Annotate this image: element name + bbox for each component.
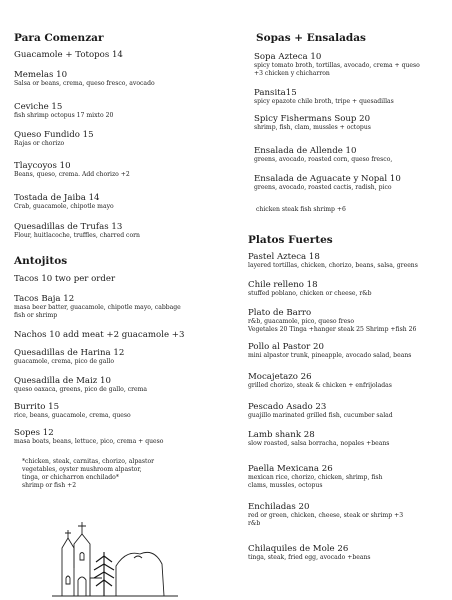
menu-item-nachos: Nachos 10 add meat +2 guacamole +3 bbox=[14, 330, 185, 340]
menu-item-memelas: Memelas 10 Salsa or beans, crema, queso fresco, avocado bbox=[14, 70, 155, 87]
menu-item-pescado-asado: Pescado Asado 23 guajillo marinated grilled fish, cucumber salad bbox=[248, 402, 393, 419]
menu-item-chilaquiles-de-mole: Chilaquiles de Mole 26 tinga, steak, fried egg, avocado +beans bbox=[248, 544, 371, 561]
church-cactus-drawing bbox=[50, 508, 180, 598]
menu-item-spicy-fishermans-soup: Spicy Fishermans Soup 20 shrimp, fish, clam, mussles + octopus bbox=[254, 114, 371, 131]
menu-item-mocajetazo: Mocajetazo 26 grilled chorizo, steak & chicken + enfrijoladas bbox=[248, 372, 392, 389]
section-title-antojitos: Antojitos bbox=[14, 255, 68, 267]
menu-item-pollo-al-pastor: Pollo al Pastor 20 mini alpastor trunk, pineapple, avocado salad, beans bbox=[248, 342, 412, 359]
menu-item-pastel-azteca: Pastel Azteca 18 layered tortillas, chicken, chorizo, beans, salsa, greens bbox=[248, 252, 418, 269]
taco-options-note: *chicken, steak, carnitas, chorizo, alpastor vegetables, oyster mushroom alpastor, tinga, or chicharron enchilado* shrimp or fish +2 bbox=[22, 458, 155, 489]
menu-item-ceviche: Ceviche 15 fish shrimp octopus 17 mixto 20 bbox=[14, 102, 114, 119]
menu-item-tlaycoyos: Tlaycoyos 10 Beans, queso, crema. Add chorizo +2 bbox=[14, 161, 130, 178]
menu-item-paella-mexicana: Paella Mexicana 26 mexican rice, chorizo, chicken, shrimp, fish clams, mussles, octopus bbox=[248, 464, 383, 489]
menu-item-ensalada-de-allende: Ensalada de Allende 10 greens, avocado, roasted corn, queso fresco, bbox=[254, 146, 393, 163]
menu-item-plato-de-barro: Plato de Barro r&b, guacamole, pico, queso freso Vegetales 20 Tinga +hanger steak 25 Shrimp +fish 26 bbox=[248, 308, 417, 333]
protein-addons: chicken steak fish shrimp +6 bbox=[256, 206, 346, 213]
menu-item-ensalada-aguacate-nopal: Ensalada de Aguacate y Nopal 10 greens, avocado, roasted cactis, radish, pico bbox=[254, 174, 401, 191]
section-title-sopas-ensaladas: Sopas + Ensaladas bbox=[256, 32, 366, 44]
section-title-para-comenzar: Para Comenzar bbox=[14, 32, 104, 44]
menu-item-tostada-de-jaiba: Tostada de Jaiba 14 Crab, guacamole, chipotle mayo bbox=[14, 193, 114, 210]
menu-item-guacamole: Guacamole + Totopos 14 bbox=[14, 50, 123, 60]
menu-item-quesadilla-de-maiz: Quesadilla de Maiz 10 queso oaxaca, greens, pico de gallo, crema bbox=[14, 376, 148, 393]
menu-item-pansita: Pansita15 spicy epazote chile broth, tripe + quesadillas bbox=[254, 88, 394, 105]
menu-item-chile-relleno: Chile relleno 18 stuffed poblano, chicken or cheese, r&b bbox=[248, 280, 372, 297]
menu-item-tacos-baja: Tacos Baja 12 masa beer batter, guacamole, chipotle mayo, cabbage fish or shrimp bbox=[14, 294, 181, 319]
section-title-platos-fuertes: Platos Fuertes bbox=[248, 234, 333, 246]
menu-item-burrito: Burrito 15 rice, beans, guacamole, crema, queso bbox=[14, 402, 131, 419]
menu-item-enchiladas: Enchiladas 20 red or green, chicken, cheese, steak or shrimp +3 r&b bbox=[248, 502, 404, 527]
menu-item-tacos: Tacos 10 two per order bbox=[14, 274, 116, 284]
menu-item-sopa-azteca: Sopa Azteca 10 spicy tomato broth, tortillas, avocado, crema + queso +3 chicken y chicharron bbox=[254, 52, 420, 77]
menu-item-quesadillas-de-trufas: Quesadillas de Trufas 13 Flour, huitlacoche, truffles, charred corn bbox=[14, 222, 140, 239]
menu-item-queso-fundido: Queso Fundido 15 Rajas or chorizo bbox=[14, 130, 94, 147]
menu-item-quesadillas-de-harina: Quesadillas de Harina 12 guacamole, crema, pico de gallo bbox=[14, 348, 125, 365]
menu-item-sopes: Sopes 12 masa boats, beans, lettuce, pico, crema + queso bbox=[14, 428, 164, 445]
menu-item-lamb-shank: Lamb shank 28 slow roasted, salsa borracha, nopales +beans bbox=[248, 430, 390, 447]
